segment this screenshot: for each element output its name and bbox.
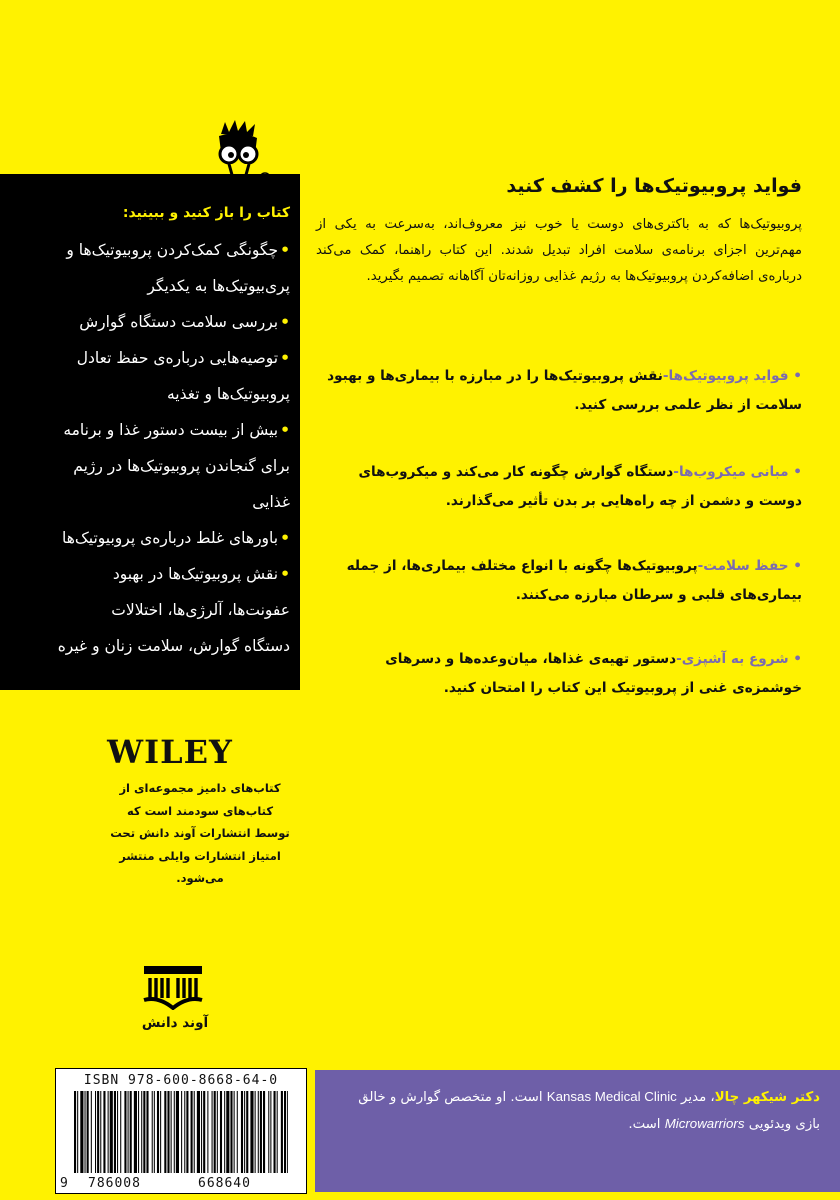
author-strip [315, 1070, 840, 1192]
barcode-bar [287, 1091, 288, 1173]
barcode-bar [212, 1091, 213, 1173]
feature-body: پروبیوتیک‌ها چگونه با انواع مختلف بیماری‌ها، از جمله بیماری‌های قلبی و سرطان مبارزه می‌کنند. [346, 558, 802, 603]
feature-heading: • مبانی میکروب‌ها- [673, 464, 802, 480]
barcode-bar [143, 1091, 145, 1173]
clinic-name: Kansas Medical Clinic [546, 1089, 677, 1104]
barcode-bar [281, 1091, 283, 1173]
barcode-bar [224, 1091, 225, 1173]
barcode-bar [203, 1091, 205, 1173]
barcode-bar [214, 1091, 216, 1173]
barcode-bar [87, 1091, 89, 1173]
contents-item-text: غذایی [252, 493, 290, 511]
barcode-bar [154, 1091, 155, 1173]
contents-item-text: باورهای غلط درباره‌ی پروبیوتیک‌ها [62, 529, 279, 547]
contents-item-text: دستگاه گوارش، سلامت زنان و غیره [57, 637, 290, 655]
barcode-digits-left: 786008 [88, 1176, 141, 1191]
barcode-bar [207, 1091, 208, 1173]
isbn-number: ISBN 978-600-8668-64-0 [83, 1073, 279, 1088]
feature-heading: • حفظ سلامت- [697, 558, 802, 574]
barcode-bar [85, 1091, 86, 1173]
barcode-bar [138, 1091, 139, 1173]
barcode-bar [237, 1091, 238, 1173]
contents-item-line [10, 232, 290, 268]
feature-heading: • فواید پروبیوتیک‌ها- [662, 368, 802, 384]
barcode-bar [171, 1091, 172, 1173]
feature-body: دستور تهیه‌ی غذاها، میان‌وعده‌ها و دسرهای خوشمزه‌ی غنی از پروبیوتیک این کتاب را امتحان کنید. [385, 651, 802, 696]
barcode-bar [230, 1091, 232, 1173]
author-text: ، مدیر [676, 1090, 715, 1105]
panel-title: کتاب را باز کنید و ببینید: [122, 205, 290, 221]
contents-item-line [10, 448, 290, 484]
feature-heading: • شروع به آشپزی- [676, 651, 802, 667]
barcode-bar [258, 1091, 259, 1173]
feature-body: دستگاه گوارش چگونه کار می‌کند و میکروب‌های دوست و دشمن از چه راه‌هایی بر بدن تأثیر می‌گذارند. [358, 464, 802, 509]
barcode-bar [114, 1091, 116, 1173]
contents-item-line [10, 412, 290, 448]
barcode-bar [217, 1091, 218, 1173]
barcode-bar [74, 1091, 76, 1173]
bullet: • [280, 421, 290, 439]
barcode-bar [110, 1091, 113, 1173]
barcode-bar [184, 1091, 185, 1173]
contents-item-text: بیش از بیست دستور غذا و برنامه [63, 421, 279, 439]
bullet: • [280, 349, 290, 367]
barcode-bar [128, 1091, 129, 1173]
barcode-bar [134, 1091, 137, 1173]
avand-danesh-book-logo-icon [142, 964, 204, 1010]
contents-item-text: عفونت‌ها، آلرژی‌ها، اختلالات [111, 601, 290, 619]
barcode-bar [97, 1091, 99, 1173]
publisher-name: آوند دانش [141, 1015, 209, 1031]
contents-item-text: بررسی سلامت دستگاه گوارش [79, 313, 279, 331]
barcode-bar [260, 1091, 262, 1173]
bullet: • [280, 565, 290, 583]
barcode-bar [167, 1091, 169, 1173]
contents-item-text: پری‌بیوتیک‌ها به یکدیگر [147, 277, 290, 295]
barcode-bar [130, 1091, 132, 1173]
barcode-bar [270, 1091, 271, 1173]
bullet: • [280, 313, 290, 331]
barcode-bar [141, 1091, 142, 1173]
barcode-bar [268, 1091, 269, 1173]
barcode-bar [186, 1091, 188, 1173]
contents-item-line [10, 304, 290, 340]
contents-item-text: پروبیوتیک‌ها و تغذیه [166, 385, 290, 403]
back-cover-title: فواید پروبیوتیک‌ها را کشف کنید [506, 175, 802, 197]
barcode-bar [77, 1091, 78, 1173]
barcode-bar [157, 1091, 159, 1173]
barcode-bar [95, 1091, 96, 1173]
contents-panel [0, 174, 300, 690]
barcode-bar [246, 1091, 248, 1173]
author-name: دکتر شیکهر چالا [714, 1090, 820, 1105]
author-text: است. [628, 1117, 665, 1132]
barcode-bar [103, 1091, 105, 1173]
barcode-bar [201, 1091, 202, 1173]
barcode-bar [146, 1091, 148, 1173]
barcode-bar [250, 1091, 253, 1173]
barcode-bar [220, 1091, 222, 1173]
barcode-bar [255, 1091, 256, 1173]
barcode-bar [277, 1091, 278, 1173]
barcode-bar [226, 1091, 229, 1173]
barcode-bar [164, 1091, 166, 1173]
barcode-bar [181, 1091, 182, 1173]
barcode-digits-right: 668640 [198, 1176, 251, 1191]
bullet: • [280, 529, 290, 547]
contents-item-line [10, 340, 290, 376]
feature-body: نقش پروبیوتیک‌ها را در مبارزه با بیماری‌ها و بهبود سلامت از نظر علمی بررسی کنید. [327, 368, 802, 413]
contents-item-line [10, 592, 290, 628]
contents-item-line [10, 268, 290, 304]
intro-paragraph: پروبیوتیک‌ها که به باکتری‌های دوست یا خوب نیز معروف‌اند، به‌سرعت به یکی از مهم‌ترین اجزای برنامه‌ی سلامت افراد تبدیل شدند. این کتاب راهنما، کمک می‌کند درباره‌ی اضافه‌کردن پروبیوتیک‌ها به رژیم غذایی روزانه‌تان آگاهانه تصمیم بگیرید. [316, 217, 802, 284]
barcode-bar [197, 1091, 200, 1173]
author-bio [330, 1084, 820, 1138]
contents-item-text: توصیه‌هایی درباره‌ی حفظ تعادل [76, 349, 279, 367]
isbn-barcode [55, 1068, 307, 1194]
contents-item-text: چگونگی کمک‌کردن پروبیوتیک‌ها و [66, 241, 279, 259]
feature-item [316, 362, 802, 420]
barcode-bar [274, 1091, 276, 1173]
feature-item [316, 552, 802, 610]
barcode-bar [174, 1091, 175, 1173]
barcode-bar [194, 1091, 195, 1173]
contents-item-line [10, 556, 290, 592]
barcode-bar [191, 1091, 193, 1173]
contents-item-line [10, 484, 290, 520]
barcode-bar [152, 1091, 153, 1173]
barcode-bar [176, 1091, 179, 1173]
barcode-bar [80, 1091, 83, 1173]
feature-item [316, 645, 802, 703]
barcode-bars [74, 1091, 288, 1173]
barcode-bar [120, 1091, 121, 1173]
barcode-bar [117, 1091, 118, 1173]
contents-item-text: نقش پروبیوتیک‌ها در بهبود [112, 565, 279, 583]
publisher-note: کتاب‌های دامیز مجموعه‌ای از کتاب‌های سودمند است که توسط انتشارات آوند دانش تحت امتیاز انتشارات وایلی منتشر می‌شود. [110, 781, 290, 885]
barcode-bar [108, 1091, 109, 1173]
wiley-logo: WILEY [107, 733, 233, 771]
author-text: است. او متخصص گوارش و خالق بازی ویدئویی [358, 1090, 820, 1132]
barcode-bar [241, 1091, 243, 1173]
barcode-bar [91, 1091, 92, 1173]
barcode-bar [234, 1091, 235, 1173]
feature-item [316, 458, 802, 516]
barcode-bar [284, 1091, 286, 1173]
barcode-bar [263, 1091, 265, 1173]
contents-item-line [10, 376, 290, 412]
contents-item-line [10, 520, 290, 556]
barcode-bar [124, 1091, 126, 1173]
barcode-bar [244, 1091, 245, 1173]
bullet: • [280, 241, 290, 259]
barcode-digit-lead: 9 [60, 1176, 69, 1191]
barcode-bar [160, 1091, 161, 1173]
contents-item-text: برای گنجاندن پروبیوتیک‌ها در رژیم [73, 457, 290, 475]
contents-item-line [10, 628, 290, 664]
barcode-bar [100, 1091, 101, 1173]
game-name: Microwarriors [664, 1116, 745, 1131]
